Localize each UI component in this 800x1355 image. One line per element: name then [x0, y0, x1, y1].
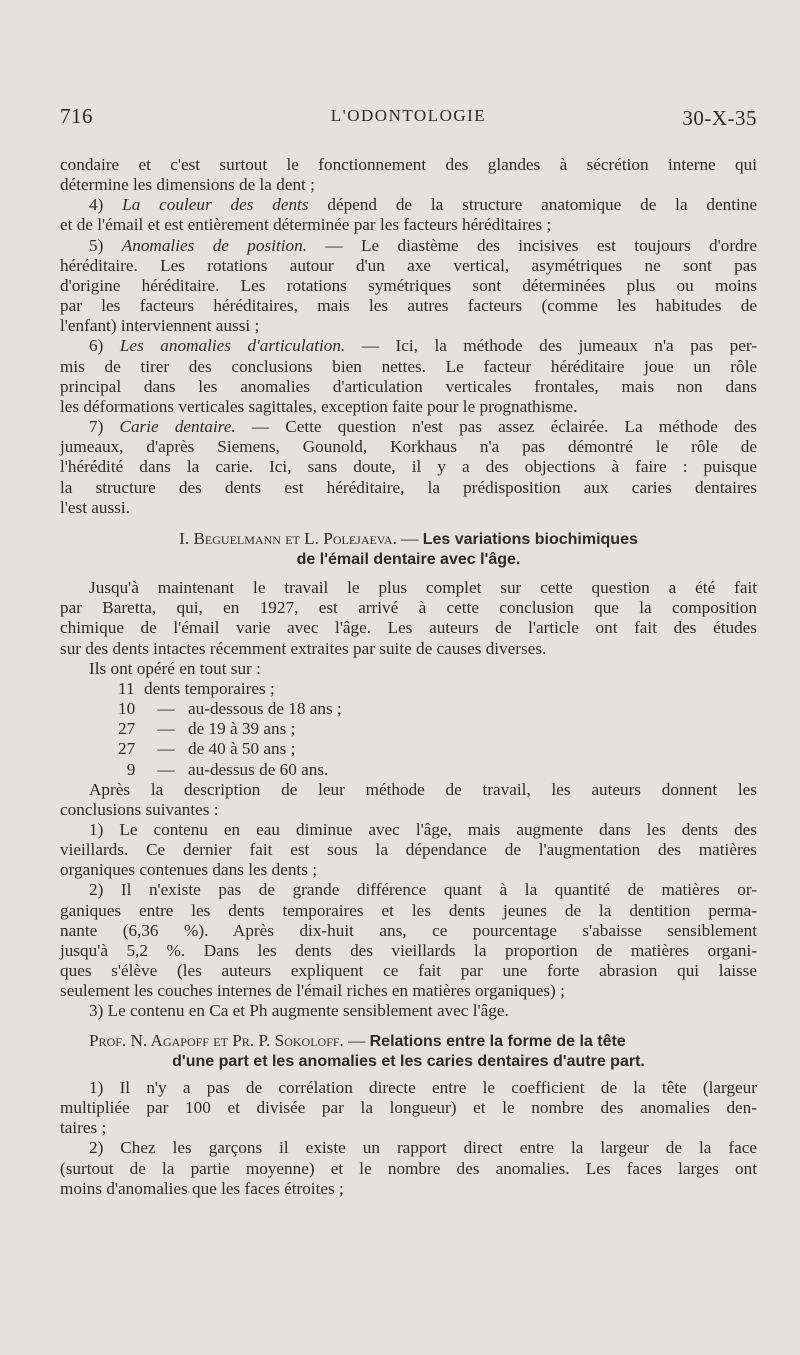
list-item	[118, 760, 757, 780]
text-line: organiques contenues dans les dents ;	[60, 860, 317, 880]
italic-term: Les anomalies d'articulation.	[119, 336, 346, 356]
text-line: nante (6,36 %). Après dix-huit ans, ce pourcentage s'abaisse sensiblement	[60, 920, 757, 940]
text-fragment: — Cette question n'est pas assez éclairée. La méthode des	[235, 417, 758, 437]
text-line: jumeaux, d'après Siemens, Gounold, Korkhaus n'a pas démontré le rôle de	[60, 437, 757, 457]
spacer	[60, 570, 757, 578]
paragraph-method	[60, 780, 757, 820]
section-heading-forme-tete	[60, 1031, 757, 1052]
text-line: l'est aussi.	[60, 497, 130, 517]
list-dash: —	[157, 759, 175, 779]
issue-date: 30-X-35	[682, 106, 757, 130]
text-line: par Baretta, qui, en 1927, est arrivé à cette conclusion que la composition	[60, 598, 757, 618]
list-count: 9	[126, 759, 136, 779]
list-count: 27	[118, 739, 136, 759]
list-count: 11	[118, 678, 135, 698]
heading-title: Relations entre la forme de la tête	[369, 1032, 626, 1050]
list-item	[118, 699, 757, 719]
item-number: 7)	[89, 417, 104, 437]
heading-separator: —	[396, 528, 423, 548]
heading-title: Les variations biochimiques	[422, 530, 638, 548]
text-line: jusqu'à 5,2 %. Dans les dents des vieillards la proportion de matières organi-	[60, 940, 757, 960]
paragraph-anomalies-position	[60, 236, 757, 337]
text-line: condaire et c'est surtout le fonctionnement des glandes à sécrétion interne qui	[60, 155, 757, 174]
text-line: et de l'émail et est entièrement déterminée par les facteurs héréditaires ;	[60, 215, 552, 235]
paragraph-carie	[60, 417, 757, 518]
text-line: seulement les couches internes de l'émail riches en matières organiques) ;	[60, 981, 565, 1001]
paragraph-anomalies-articulation	[60, 336, 757, 417]
paragraph-sample: Ils ont opéré en tout sur :	[89, 658, 261, 678]
list-dash: —	[157, 719, 175, 739]
italic-term: Carie dentaire.	[119, 417, 236, 437]
text-line	[60, 195, 757, 215]
heading-title-line-2: de l'émail dentaire avec l'âge.	[296, 550, 521, 568]
text-line: mis de tirer des conclusions bien nettes. Le facteur héréditaire joue un rôle	[60, 356, 757, 376]
text-line	[60, 336, 757, 356]
list-desc: au-dessus de 60 ans.	[188, 759, 329, 779]
text-line: Après la description de leur méthode de travail, les auteurs donnent les	[89, 779, 757, 799]
text-line: héréditaire. Les rotations autour d'un axe vertical, asymétriques ne sont pas	[60, 255, 757, 275]
item-number: 6)	[89, 336, 104, 356]
conclusion-1	[60, 820, 757, 880]
text-line: principal dans les anomalies d'articulation verticales frontales, mais non dans	[60, 376, 757, 396]
text-line: l'hérédité dans la carie. Ici, sans doute, il y a des objections à faire : puisque	[60, 457, 757, 477]
text-line: 1) Il n'y a pas de corrélation directe entre le coefficient de la tête (largeur	[89, 1077, 757, 1097]
text-line: d'origine héréditaire. Les rotations symétriques sont déterminées plus ou moins	[60, 275, 757, 295]
text-line: multipliée par 100 et divisée par la longueur) et le nombre des anomalies den-	[60, 1098, 757, 1118]
text-line: par les facteurs héréditaires, mais les autres facteurs (comme les habitudes de	[60, 296, 757, 316]
heading-title-line-2: d'une part et les anomalies et les caries dentaires d'autre part.	[172, 1052, 645, 1070]
text-line: sur des dents intactes récemment extraites par suite de causes diverses.	[60, 638, 547, 658]
text-line: la structure des dents est héréditaire, la prédisposition aux caries dentaires	[60, 477, 757, 497]
running-header	[60, 104, 757, 134]
heading-authors: Prof. N. Agapoff et Pr. P. Sokoloff.	[89, 1030, 344, 1050]
conclusion-2	[60, 880, 757, 1001]
text-line	[60, 417, 757, 437]
section-heading-biochimie	[60, 529, 757, 570]
list-desc: au-dessous de 18 ans ;	[188, 699, 342, 719]
heading-line	[60, 529, 757, 550]
text-line: moins d'anomalies que les faces étroites ;	[60, 1178, 344, 1198]
text-line: 2) Il n'existe pas de grande différence quant à la quantité de matières or-	[89, 880, 757, 900]
list-dash: —	[157, 699, 175, 719]
text-fragment: — Ici, la méthode des jumeaux n'a pas per-	[345, 336, 757, 356]
result-1	[60, 1078, 757, 1138]
text-line: détermine les dimensions de la dent ;	[60, 175, 315, 195]
list-count: 27	[118, 719, 136, 739]
list-item	[118, 719, 757, 739]
text-line: (surtout de la partie moyenne) et le nombre des anomalies. Les faces larges ont	[60, 1158, 757, 1178]
text-line: 1) Le contenu en eau diminue avec l'âge, mais augmente dans les dents des	[89, 820, 757, 839]
result-2	[60, 1138, 757, 1198]
journal-title: L'ODONTOLOGIE	[330, 106, 487, 125]
page-number: 716	[60, 104, 93, 128]
list-desc: de 19 à 39 ans ;	[188, 719, 296, 739]
text-line: les déformations verticales sagittales, exception faite pour le prognathisme.	[60, 396, 578, 416]
heading-separator: —	[343, 1030, 370, 1050]
list-count: 10	[118, 699, 136, 719]
text-line: ques s'élève (les auteurs expliquent ce fait par une forte abrasion qui laisse	[60, 961, 757, 981]
heading-authors: I. Beguelmann et L. Polejaeva.	[179, 528, 397, 548]
text-line: conclusions suivantes :	[60, 799, 219, 819]
body-text	[60, 155, 757, 1199]
text-line: ganiques entre les dents temporaires et les dents jeunes de la dentition perma-	[60, 900, 757, 920]
section-heading-forme-tete-line2	[60, 1051, 757, 1072]
text-line: 2) Chez les garçons il existe un rapport direct entre la largeur de la face	[89, 1138, 757, 1158]
text-fragment: dépend de la structure anatomique de la dentine	[308, 195, 757, 215]
paragraph-dent-color	[60, 195, 757, 235]
item-number: 4)	[89, 195, 104, 215]
conclusion-3: 3) Le contenu en Ca et Ph augmente sensiblement avec l'âge.	[89, 1001, 509, 1021]
text-line: l'enfant) interviennent aussi ;	[60, 316, 260, 336]
paragraph-intro	[60, 578, 757, 659]
item-number: 5)	[89, 235, 104, 255]
list-item	[118, 679, 757, 699]
text-line: Jusqu'à maintenant le travail le plus complet sur cette question a été fait	[89, 578, 757, 598]
text-line: vieillards. Ce dernier fait est sous la dépendance de l'augmentation des matières	[60, 840, 757, 860]
text-line: chimique de l'émail varie avec l'âge. Les auteurs de l'article ont fait des études	[60, 618, 757, 638]
text-line: taires ;	[60, 1118, 107, 1138]
text-line	[60, 236, 757, 256]
list-item	[118, 739, 757, 759]
list-desc: dents temporaires ;	[144, 678, 275, 698]
paragraph-continuation	[60, 155, 757, 195]
list-dash: —	[157, 739, 175, 759]
text-fragment: — Le diastème des incisives est toujours d'ordre	[307, 235, 757, 255]
italic-term: La couleur des dents	[122, 195, 309, 215]
sample-list	[118, 679, 757, 780]
heading-line	[89, 1031, 757, 1052]
list-desc: de 40 à 50 ans ;	[188, 739, 296, 759]
italic-term: Anomalies de position.	[121, 235, 307, 255]
